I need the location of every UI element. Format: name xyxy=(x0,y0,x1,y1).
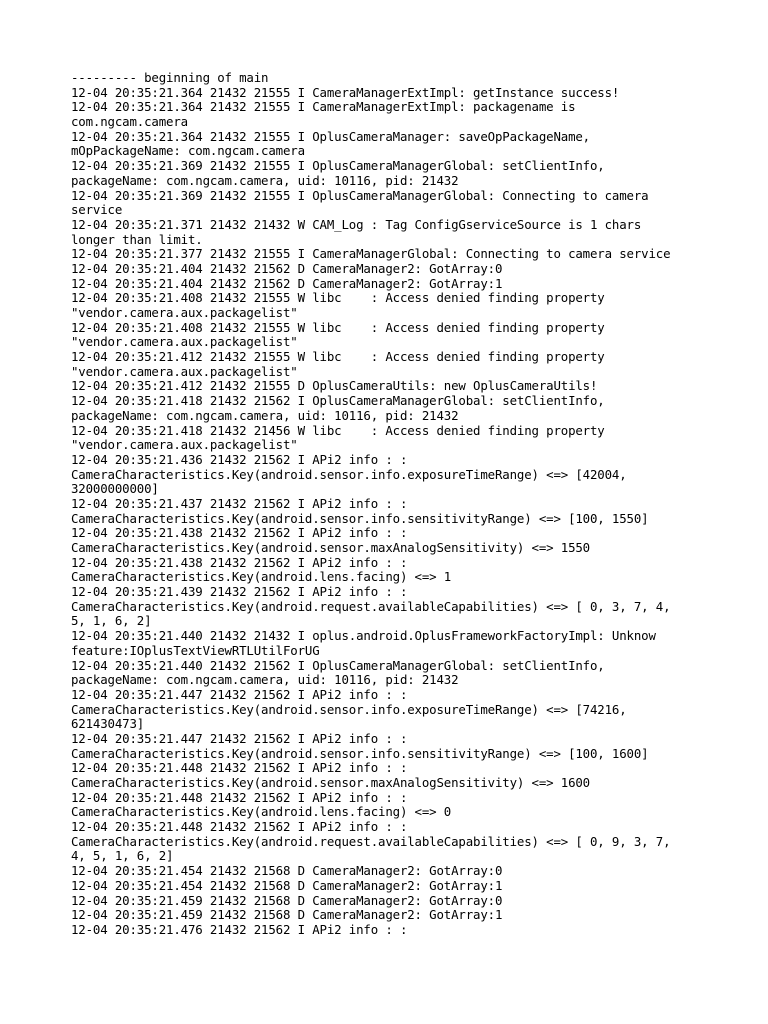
log-line: 621430473] xyxy=(71,716,145,732)
log-line: service xyxy=(71,202,123,218)
log-line: com.ngcam.camera xyxy=(71,114,188,130)
log-line: longer than limit. xyxy=(71,231,203,247)
log-line: 12-04 20:35:21.408 21432 21555 W libc : Access denied finding property xyxy=(71,290,605,306)
log-line: CameraCharacteristics.Key(android.sensor.info.exposureTimeRange) <=> [42004, xyxy=(71,466,627,482)
log-line: 12-04 20:35:21.454 21432 21568 D CameraManager2: GotArray:0 xyxy=(71,863,503,879)
log-line: CameraCharacteristics.Key(android.lens.facing) <=> 0 xyxy=(71,804,452,820)
log-line: 12-04 20:35:21.476 21432 21562 I APi2 info : : xyxy=(71,921,408,937)
log-line: 4, 5, 1, 6, 2] xyxy=(71,848,174,864)
log-line: CameraCharacteristics.Key(android.sensor.info.sensitivityRange) <=> [100, 1550] xyxy=(71,510,649,526)
log-line: 12-04 20:35:21.447 21432 21562 I APi2 info : : xyxy=(71,730,408,746)
log-line: 12-04 20:35:21.364 21432 21555 I OplusCameraManager: saveOpPackageName, xyxy=(71,128,590,144)
log-line: --------- beginning of main xyxy=(71,70,269,85)
log-line: 12-04 20:35:21.439 21432 21562 I APi2 info : : xyxy=(71,584,408,600)
log-line: 12-04 20:35:21.448 21432 21562 I APi2 info : : xyxy=(71,760,408,776)
log-line: 12-04 20:35:21.418 21432 21562 I OplusCameraManagerGlobal: setClientInfo, xyxy=(71,393,605,409)
log-line: mOpPackageName: com.ngcam.camera xyxy=(71,143,305,159)
log-line: 32000000000] xyxy=(71,481,159,497)
log-line: packageName: com.ngcam.camera, uid: 10116, pid: 21432 xyxy=(71,407,459,423)
log-line: 12-04 20:35:21.364 21432 21555 I CameraManagerExtImpl: packagename is xyxy=(71,99,576,115)
log-line: 12-04 20:35:21.459 21432 21568 D CameraManager2: GotArray:0 xyxy=(71,892,503,908)
log-line: packageName: com.ngcam.camera, uid: 10116, pid: 21432 xyxy=(71,672,459,688)
log-line: 12-04 20:35:21.408 21432 21555 W libc : Access denied finding property xyxy=(71,319,605,335)
log-line: 5, 1, 6, 2] xyxy=(71,613,152,629)
log-line: 12-04 20:35:21.459 21432 21568 D CameraManager2: GotArray:1 xyxy=(71,907,503,923)
log-line: CameraCharacteristics.Key(android.request.availableCapabilities) <=> [ 0, 9, 3, 7, xyxy=(71,833,671,849)
log-line: "vendor.camera.aux.packagelist" xyxy=(71,437,298,453)
log-line: CameraCharacteristics.Key(android.sensor.maxAnalogSensitivity) <=> 1550 xyxy=(71,540,590,555)
log-line: 12-04 20:35:21.440 21432 21562 I OplusCameraManagerGlobal: setClientInfo, xyxy=(71,657,605,673)
log-line: CameraCharacteristics.Key(android.sensor.maxAnalogSensitivity) <=> 1600 xyxy=(71,775,590,790)
log-line: feature:IOplusTextViewRTLUtilForUG xyxy=(71,642,320,658)
log-line: CameraCharacteristics.Key(android.sensor.info.exposureTimeRange) <=> [74216, xyxy=(71,701,627,717)
log-line: 12-04 20:35:21.377 21432 21555 I CameraManagerGlobal: Connecting to camera service xyxy=(71,246,671,262)
log-line: "vendor.camera.aux.packagelist" xyxy=(71,305,298,320)
log-line: packageName: com.ngcam.camera, uid: 10116, pid: 21432 xyxy=(71,172,459,188)
log-line: 12-04 20:35:21.438 21432 21562 I APi2 info : : xyxy=(71,525,408,541)
log-line: 12-04 20:35:21.448 21432 21562 I APi2 info : : xyxy=(71,789,408,805)
log-line: 12-04 20:35:21.369 21432 21555 I OplusCameraManagerGlobal: Connecting to camera xyxy=(71,187,649,203)
log-text xyxy=(71,71,751,938)
log-line: CameraCharacteristics.Key(android.request.availableCapabilities) <=> [ 0, 3, 7, 4, xyxy=(71,598,671,614)
log-line: 12-04 20:35:21.412 21432 21555 W libc : Access denied finding property xyxy=(71,349,605,365)
log-line: CameraCharacteristics.Key(android.sensor.info.sensitivityRange) <=> [100, 1600] xyxy=(71,745,649,761)
log-line: 12-04 20:35:21.371 21432 21432 W CAM_Log : Tag ConfigGserviceSource is 1 chars xyxy=(71,216,642,232)
log-line: 12-04 20:35:21.412 21432 21555 D OplusCameraUtils: new OplusCameraUtils! xyxy=(71,378,598,394)
log-line: 12-04 20:35:21.404 21432 21562 D CameraManager2: GotArray:1 xyxy=(71,275,503,291)
log-line: 12-04 20:35:21.369 21432 21555 I OplusCameraManagerGlobal: setClientInfo, xyxy=(71,158,605,174)
log-line: "vendor.camera.aux.packagelist" xyxy=(71,363,298,379)
log-line: "vendor.camera.aux.packagelist" xyxy=(71,334,298,350)
log-line: 12-04 20:35:21.436 21432 21562 I APi2 info : : xyxy=(71,451,408,467)
log-line: 12-04 20:35:21.418 21432 21456 W libc : Access denied finding property xyxy=(71,422,605,438)
log-line: 12-04 20:35:21.447 21432 21562 I APi2 info : : xyxy=(71,686,408,702)
log-line: CameraCharacteristics.Key(android.lens.facing) <=> 1 xyxy=(71,569,452,585)
log-line: 12-04 20:35:21.404 21432 21562 D CameraManager2: GotArray:0 xyxy=(71,260,503,276)
log-line: 12-04 20:35:21.438 21432 21562 I APi2 info : : xyxy=(71,554,408,570)
log-line: 12-04 20:35:21.364 21432 21555 I CameraManagerExtImpl: getInstance success! xyxy=(71,84,620,100)
log-line: 12-04 20:35:21.440 21432 21432 I oplus.android.OplusFrameworkFactoryImpl: Unknow xyxy=(71,628,656,644)
log-line: 12-04 20:35:21.454 21432 21568 D CameraManager2: GotArray:1 xyxy=(71,877,503,893)
log-line: 12-04 20:35:21.448 21432 21562 I APi2 info : : xyxy=(71,819,408,835)
log-line: 12-04 20:35:21.437 21432 21562 I APi2 info : : xyxy=(71,495,408,511)
